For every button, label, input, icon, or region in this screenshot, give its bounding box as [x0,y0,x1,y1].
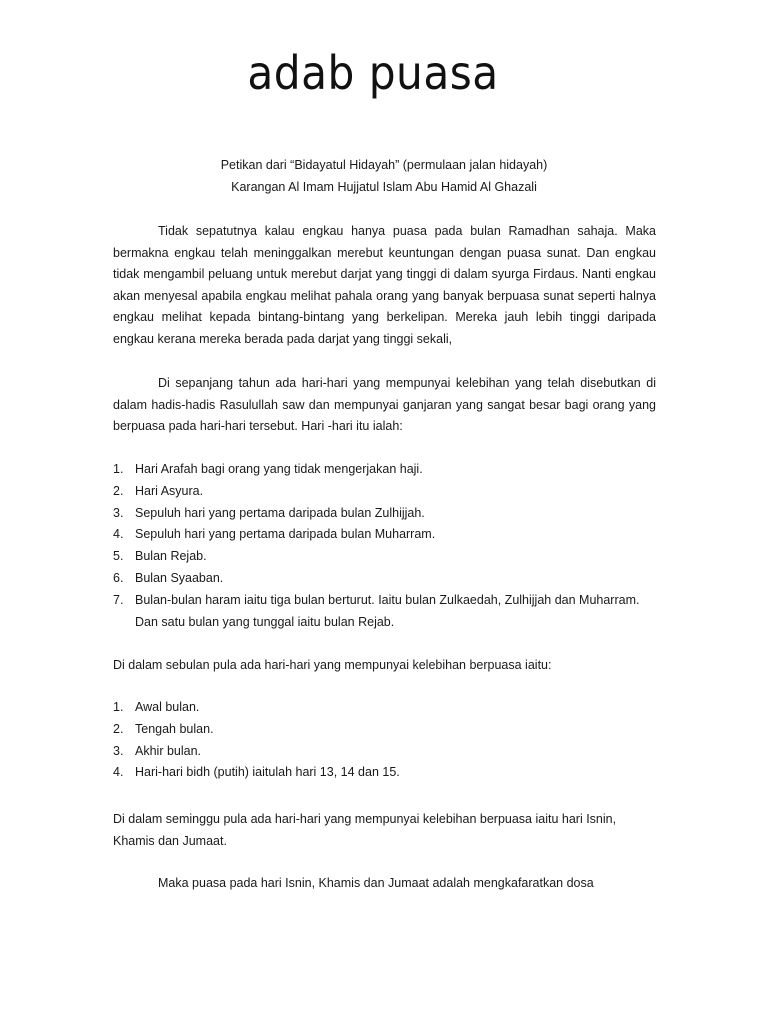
paragraph-yearly-days: Di sepanjang tahun ada hari-hari yang mempunyai kelebihan yang telah disebutkan di dalam hadis-hadis Rasulullah saw dan mempunyai ganjaran yang sangat besar bagi orang yang berpuasa pada hari-hari tersebut. Hari -hari itu ialah: [113,376,656,434]
list-text: Awal bulan. [135,700,200,714]
list-text: Sepuluh hari yang pertama daripada bulan Muharram. [135,527,436,542]
list-number: 2. [113,483,124,498]
subtitle-source: Petikan dari “Bidayatul Hidayah” (permulaan jalan hidayah) [220,158,548,172]
list-item [113,741,658,763]
list-item [113,719,658,741]
list-text: Akhir bulan. [135,743,202,758]
list-text: Bulan Rejab. [135,549,207,564]
list-text: Tengah bulan. [135,721,214,736]
list-number: 2. [113,721,124,736]
list-text: Sepuluh hari yang pertama daripada bulan Zulhijjah. [135,505,425,520]
list-item [113,459,658,481]
list-number: 5. [113,549,124,564]
list-text: Hari Asyura. [135,483,204,498]
paragraph-weekly-days: Di dalam seminggu pula ada hari-hari yang mempunyai kelebihan berpuasa iaitu hari Isnin, Khamis dan Jumaat. [113,812,617,848]
list-number: 7. [113,592,124,607]
list-item [113,546,658,568]
list-item [113,503,658,525]
list-item [113,697,658,719]
list-number: 1. [113,700,124,714]
list-item [113,481,658,503]
monthly-days-list [113,697,658,784]
subtitle-author: Karangan Al Imam Hujjatul Islam Abu Hamid Al Ghazali [231,180,537,194]
paragraph-monthly-days: Di dalam sebulan pula ada hari-hari yang mempunyai kelebihan berpuasa iaitu: [113,658,552,672]
list-number: 4. [113,527,124,542]
list-text: Hari-hari bidh (putih) iaitulah hari 13, 14 dan 15. [135,765,400,780]
list-number: 4. [113,765,124,780]
list-item [113,762,658,784]
paragraph-expiation: Maka puasa pada hari Isnin, Khamis dan Jumaat adalah mengkafaratkan dosa [158,876,594,890]
document-title: adab puasa [247,46,499,100]
yearly-days-list [113,459,658,633]
list-item [113,568,658,590]
list-number: 1. [113,462,124,476]
list-text: Bulan-bulan haram iaitu tiga bulan berturut. Iaitu bulan Zulkaedah, Zulhijjah dan Muharram. Dan satu bulan yang tunggal iaitu bulan Rejab. [135,592,640,629]
list-number: 3. [113,743,124,758]
list-text: Bulan Syaaban. [135,570,224,585]
list-item [113,590,658,634]
list-text: Hari Arafah bagi orang yang tidak mengerjakan haji. [135,462,423,476]
list-number: 3. [113,505,124,520]
list-number: 6. [113,570,124,585]
list-item [113,524,658,546]
paragraph-intro: Tidak sepatutnya kalau engkau hanya puasa pada bulan Ramadhan sahaja. Maka bermakna engkau telah meninggalkan merebut keuntungan dengan puasa sunat. Dan engkau tidak mengambil peluang untuk merebut darjat yang tinggi di dalam syurga Firdaus. Nanti engkau akan menyesal apabila engkau melihat pahala orang yang banyak berpuasa sunat seperti halnya engkau melihat kepada bintang-bintang yang berkelipan. Mereka jauh lebih tinggi daripada engkau kerana mereka berada pada darjat yang tinggi sekali, [113,224,656,346]
